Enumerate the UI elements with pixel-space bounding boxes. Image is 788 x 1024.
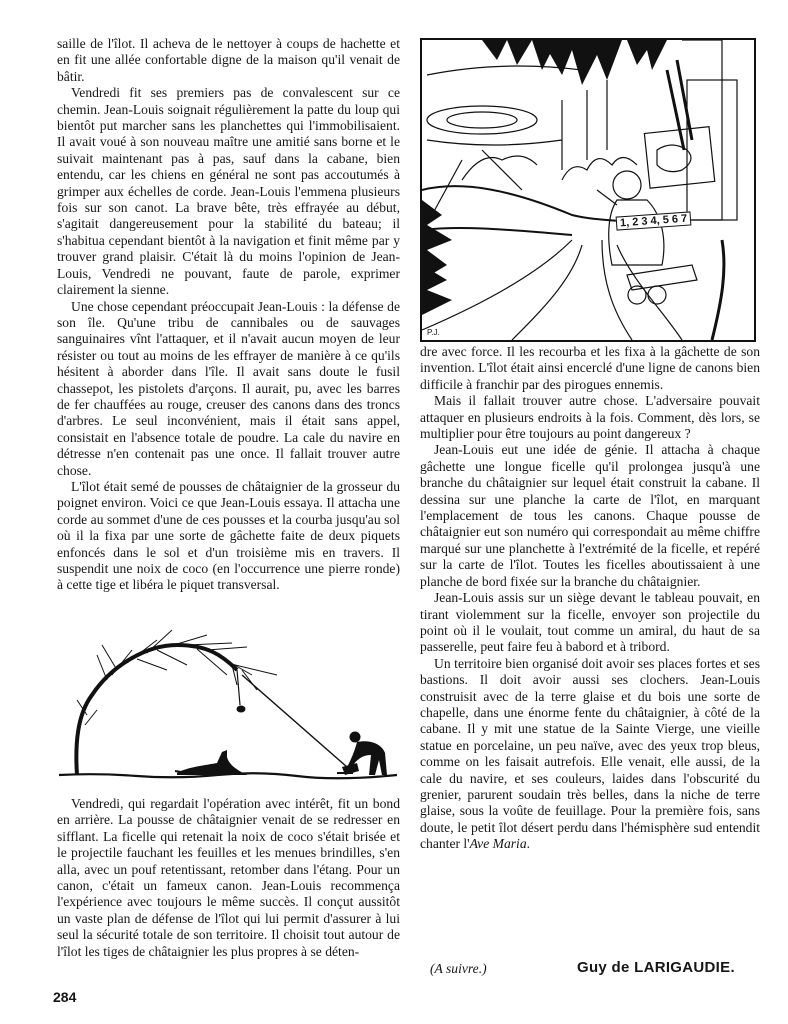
paragraph: Mais il fallait trouver autre chose. L'adversaire pouvait attaquer en plusieurs endroits à la fois. Comment, dès lors, se multiplier pour être toujours au point dangereux ? xyxy=(420,393,760,442)
control-board-illustration xyxy=(420,38,756,342)
paragraph: saille de l'îlot. Il acheva de le nettoyer à coups de hachette et en fit une allée confortable digne de la maison qu'il venait de bâtir. xyxy=(57,36,400,84)
paragraph: dre avec force. Il les recourba et les fixa à la gâchette de son invention. L'îlot était ainsi encerclé d'une ligne de canons bien difficile à franchir par des pirogues ennemis. xyxy=(420,344,760,392)
silhouette-illustration-icon xyxy=(57,615,400,785)
paragraph: Vendredi fit ses premiers pas de convalescent sur ce chemin. Jean-Louis soignait régulièrement la patte du loup qui bientôt put marcher sans les planchettes qui l'immobilisaient. Il avait voué à son nouveau maître une amitié sans borne et le suivait maintenant pas à pas, sauf dans la cabane, bien entendu, car les chiens en général ne sont pas accoutumés à grimper aux échelles de corde. Jean-Louis l'emmena plusieurs fois sur son canot. La brave bête, très effrayée au début, s'agitait dangereusement pour la stabilité du bateau; il s'habitua cependant bientôt à la navigation et finit même par y trouver grand plaisir. C'était là du moins l'opinion de Jean-Louis, Vendredi ne pouvant, faute de parole, exprimer clairement la sienne. xyxy=(57,85,400,298)
paragraph: L'îlot était semé de pousses de châtaignier de la grosseur du poignet environ. Voici ce que Jean-Louis essaya. Il attacha une corde au sommet d'une de ces pousses et la courba jusqu'au sol où il la fixa par une sorte de gâchette faite de deux piquets enfoncés dans le sol et d'un troisième mis en travers. Il suspendit une noix de coco (en l'occurrence une pierre ronde) à cette tige et libéra le piquet transversal. xyxy=(57,478,400,593)
paragraph: Une chose cependant préoccupait Jean-Louis : la défense de son île. Qu'une tribu de cannibales ou de sauvages sanguinaires vînt l'attaquer, et il n'avait aucun moyen de leur résister ou tout au moins de les effrayer de manière à ce qu'ils hésitent à aborder dans l'île. Il avait sans doute le fusil chassepot, les pistolets d'arçons. Il aurait, pu, avec les barres de fer chauffées au rouge, creuser des canons dans des troncs d'arbres. Le seul inconvénient, mais il était sans appel, consistait en l'absence totale de poudre. La cale du navire en détresse n'en contenait pas une once. Il fallait trouver autre chose. xyxy=(57,298,400,478)
author-byline: Guy de LARIGAUDIE. xyxy=(577,959,735,976)
paragraph: Jean-Louis assis sur un siège devant le tableau pouvait, en tirant violemment sur la ficelle, envoyer son projectile du point où il le voulait, tout comme un amiral, du haut de sa passerelle, peut faire feu à babord et à tribord. xyxy=(420,590,760,655)
paragraph: Vendredi, qui regardait l'opération avec intérêt, fit un bond en arrière. La pousse de châtaignier venait de se redresser en sifflant. La ficelle qui retenait la noix de coco s'était brisée et le projectile fauchant les feuilles et les menues brindilles, s'en alla, avec un pouf retentissant, retomber dans l'étang. Pour un canon, c'était un fameux canon. Jean-Louis recommença l'expérience avec toujours le même succès. Il conçut aussitôt un vaste plan de défense de l'îlot qui lui permit d'assurer à lui seul la sécurité totale de son territoire. Il choisit tout autour de l'îlot les tiges de châtaignier les plus propres à se déten- xyxy=(57,796,400,959)
numbered-board-label: 1, 2 3 4, 5 6 7 xyxy=(616,211,692,230)
paragraph: Jean-Louis eut une idée de génie. Il attacha à chaque gâchette une longue ficelle qu'il prolongea jusqu'à une branche du châtaignier sur lequel était construit la cabane. Il dessina sur une planche la carte de l'îlot, en marquant l'emplacement de tous les canons. Chaque pousse de châtaignier eut son numéro qui correspondait au même chiffre marqué sur une planchette à l'extrémité de la ficelle, et repéré sur la carte de l'îlot. Toutes les ficelles aboutissaient à une planche de bord fixée sur la branche du châtaignier. xyxy=(420,442,760,589)
left-column-bottom xyxy=(57,796,400,960)
paragraph-final xyxy=(420,656,760,853)
right-column xyxy=(420,344,760,853)
article-footer xyxy=(420,961,760,981)
to-be-continued: (A suivre.) xyxy=(430,961,487,976)
left-column-top xyxy=(57,36,400,594)
page-number: 284 xyxy=(53,989,77,1005)
illustrator-signature: P.J. xyxy=(427,328,440,337)
paragraph-text: Un territoire bien organisé doit avoir ses places fortes et ses bastions. Il doit avoir aussi ses clochers. Jean-Louis construisit avec de la terre glaise et du bois une sorte de chapelle, dans une énorme fente du châtaignier, à côté de la cabane. Il y mit une statue de la Sainte Vierge, une vieille statue en porcelaine, un peu naïve, avec des yeux trop bleus, comme on les faisait autrefois. Elle venait, elle aussi, de la cale du navire, et ses couleurs, laides dans l'obscurité du grenier, parurent soudain très belles, dans la niche de terre glaise, sous la voûte de feuillage. Pour la première fois, sans doute, le petit îlot désert perdu dans l'hémisphère sud entendit chanter l' xyxy=(420,655,760,852)
ave-maria-italic: Ave Maria xyxy=(469,836,527,852)
boy-at-control-board-drawing-icon xyxy=(422,40,754,340)
final-period: . xyxy=(526,836,531,852)
sapling-catapult-illustration xyxy=(57,615,400,785)
